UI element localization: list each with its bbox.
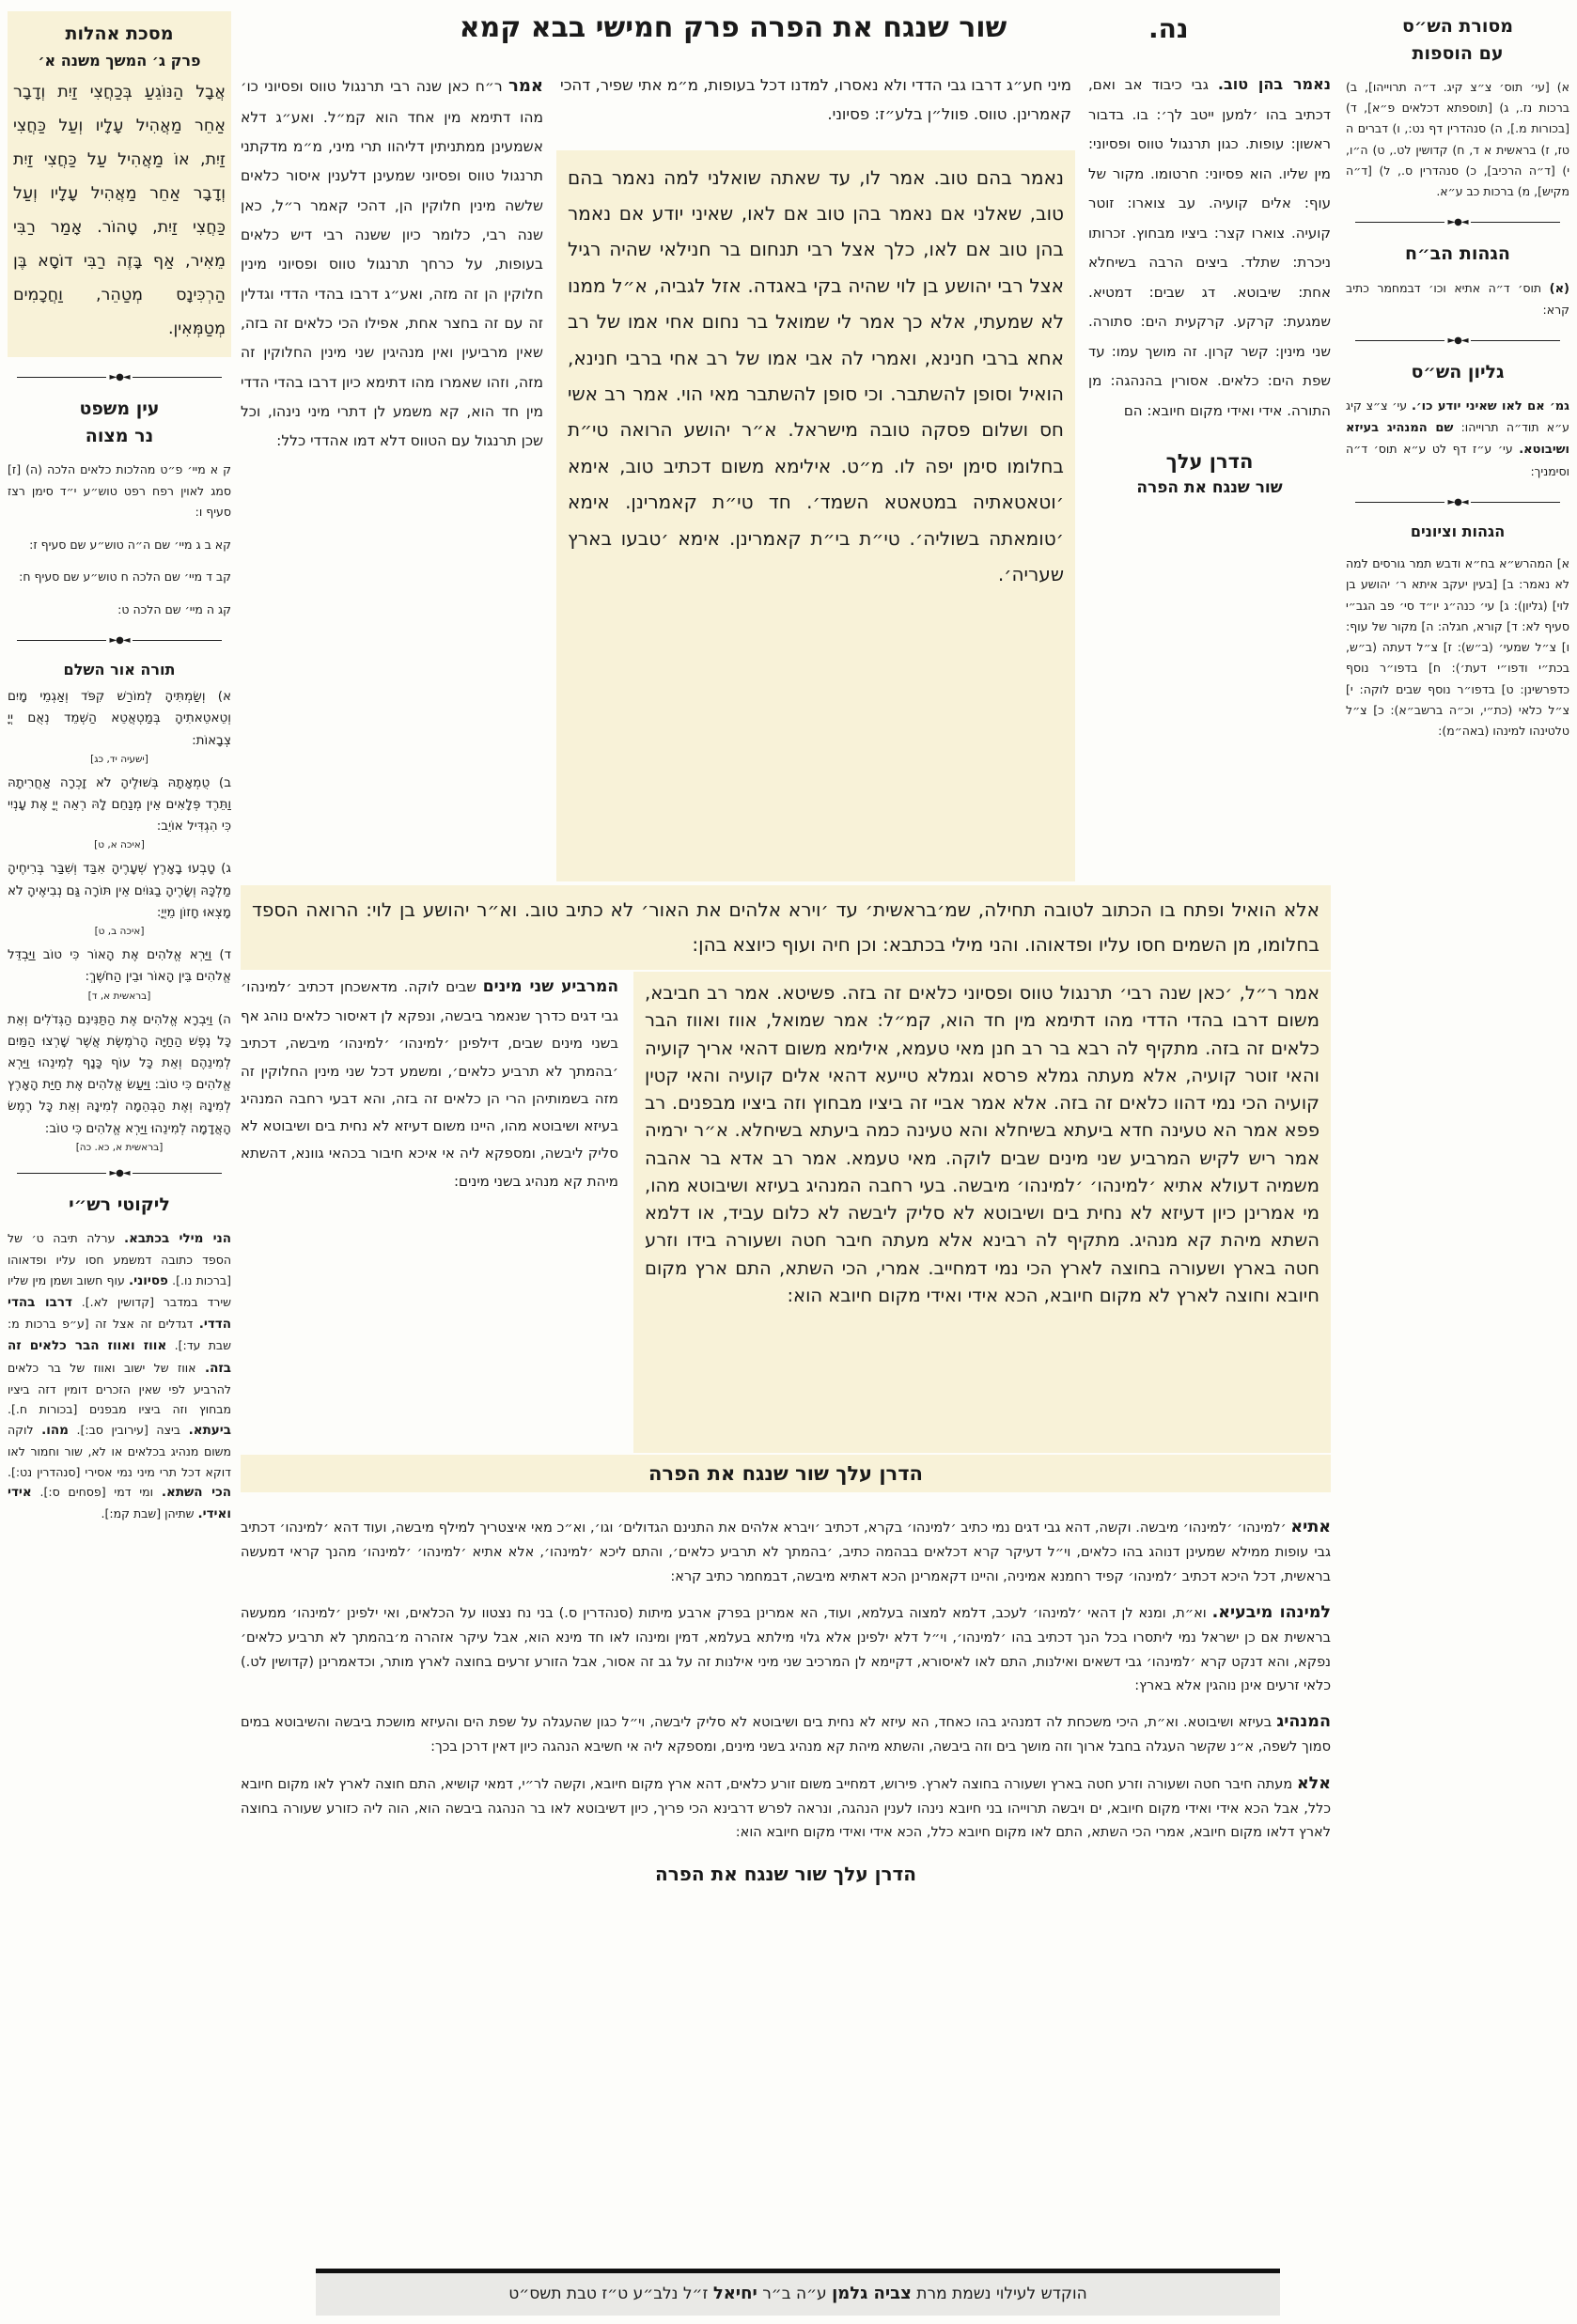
gloss-body: גבי כיבוד אב ואם, דכתיב בהו ׳למען ייטב לך׳: בו. בדבור ראשון: עופות. כגון תרנגול טווס ופסיוני: מין שליו. הוא פסיוני: חרטומו. מקור של עוף: אלים קועיה. עב צוארו: זוטר קועיה. צוארו קצר: ביציו מבחוץ. זכרותו ניכרת: שתלד. ביצים הרבה בשיחלא אחת: שיבוטא. דג שבים: דמטיא. שמגעת: קרקע. קרקעית הים: סתורה. שני מינין: קשר קרון. זה מושך עמו: עד שפת הים: כלאים. אסורין בהנהגה: מן התורה. אידי ואידי מקום חיובא: הם bbox=[1088, 76, 1331, 419]
tosafot-paragraph bbox=[241, 1708, 1331, 1760]
likutei-rashi-body: שתיהן [שבת קמ:]. bbox=[101, 1506, 195, 1521]
tosafot-body: בעיזא ושיבוטא. וא״ת, היכי משכחת לה דמנהיג בהו כאחד, הא עיזא לא נחית בים ושיבוטא לא סליק ליבשה, וי״ל כגון שהעגלה על שפת הים והעיזא מושכת ביבשה והשיבוטא במים סמוך לשפה, א״נ שקשר העגלה בחבל ארוך וזה מושך בים וזה ביבשה, והשתא מיהת קא מנהיג בשני מינים, ומספקא ליה אי חשיבא הנהגה כיון דאין דרכן בכך: bbox=[241, 1714, 1331, 1755]
gilyon-entry-body: עי׳ ע״ז דף לט ע״א תוס׳ ד״ה וסימניך: bbox=[1346, 442, 1569, 478]
flourish-ornament-icon: ◄●► bbox=[109, 372, 130, 383]
gilyon-entry-opener: גמ׳ אם לאו שאיני יודע כו׳. bbox=[1411, 399, 1569, 414]
commentary-opener: אמר bbox=[508, 75, 543, 96]
torah-or-entry: א) וְשַׂמְתִּיהָ לְמוֹרַשׁ קִפֹּד וְאַגְמֵי מָיִם וְטֵאטֵאתִיהָ בְּמַטְאֲטֵא הַשְׁמֵד נְאֻם יְיָ צְבָאוֹת: bbox=[8, 689, 231, 748]
tosafot-body: ׳למינהו׳ ׳למינהו׳ מיבשה. וקשה, דהא גבי דגים נמי כתיב ׳למינהו׳ בקרא, דכתיב ׳ויברא אלהים את התנינם הגדולים׳ וגו׳, וא״כ מאי איצטריך למילף מיבשה, ועוד דהא ׳למינהו׳ דכתיב גבי עופות ממילא שמעינן דנוהג בהו כלאים, וי״ל דעיקר קרא דכלאים בבהמה כתיב, ׳בהמתך לא תרביע כלאים׳, והתם ליכא ׳למינהו׳, אלא אתיא ׳למינהו׳ ׳למינהו׳ מהנך קראי דמעשה בראשית, דכל היכא דכתיב ׳למינהו׳ קפיד רחמנא אמיניה, והיינו דקאמרינן הכא דאתיא מיבשה, דבמחמר כתיב קרא: bbox=[241, 1521, 1331, 1584]
dedication-banner bbox=[316, 2269, 1280, 2316]
divider-flourish bbox=[17, 1168, 222, 1178]
likutei-rashi-body: ומי דמי [פסחים ס:]. bbox=[39, 1485, 154, 1500]
torah-or-source: [ישעיה יד, כג] bbox=[90, 753, 148, 765]
gemara-wide-text: אלא הואיל ופתח בו הכתוב לטובה תחילה, שמ׳בראשית׳ עד ׳וירא אלהים את האור׳ לא כתיב טוב. וא״ר יהושע בן לוי: הרואה הספד בחלומו, מן השמים חסו עליו ופדאוהו. והני מילי בכתבא: וכן חיה ועוף כיוצא בהן: bbox=[241, 885, 1331, 970]
torah-or-title: תורה אור השלם bbox=[63, 661, 176, 679]
ein-mishpat-entry: קג ה מיי׳ שם הלכה ט: bbox=[117, 602, 231, 617]
commentary-marbia-opener: המרביע שני מינים bbox=[482, 977, 618, 996]
flourish-ornament-icon: ◄●► bbox=[1447, 217, 1468, 228]
dedication-prefix: הוקדש לעילוי נשמת מרת bbox=[916, 2285, 1087, 2303]
likutei-rashi-opener: הני מילי בכתבא. bbox=[123, 1231, 231, 1247]
hadran-side-line1: הדרן עלך bbox=[1165, 450, 1254, 474]
hagahot-habach-text bbox=[1346, 278, 1569, 320]
likutei-rashi-opener: אידי ואידי. bbox=[8, 1485, 231, 1522]
lower-two-column-row bbox=[241, 972, 1331, 1453]
main-text-area bbox=[241, 55, 1331, 1885]
likutei-rashi-opener: אווז ואווז הבר כלאים זה בזה. bbox=[8, 1338, 231, 1376]
left-margin-column bbox=[8, 11, 231, 2304]
tosafot-body: וא״ת, ומנא לן דהאי ׳למינהו׳ לעכב, דלמא למצוה בעלמא, ועוד, הא אמרינן בפרק ארבע מיתות (סנהדרין ס.) בני נח נצטוו על הכלאים, ואי ילפינן ׳למינהו׳ ממעשה בראשית אם כן ישראל נמי ליתסרו בכל הנך דכתיב בהו ׳למינהו׳, וי״ל דלא ילפינן אלא גלוי מילתא בעלמא, דמין ומינהו לאו חד מינא הוא, אבל עיקר אזהרה מ׳בהמתך לא תרביע כלאים׳ נפקא, והא דנקט קרא ׳למינהו׳ גבי דשאים ואילנות, התם לאו לאיסורא, דקיימא לן המרכיב שני מיני אילנות זה על גב זה אסור, אבל הזורע זרעים בחוצה לארץ מותר, וכדאמרינן (קדושין לט.) כלאי זרעים אינן נוהגין אלא בארץ: bbox=[241, 1605, 1331, 1693]
likutei-rashi-body: ערלה תיבה ט׳ של הספד כתובה דמשמע חסו עליו ופדאוהו [ברכות נו.]. bbox=[8, 1231, 231, 1287]
gemara-continued-text: אמר ר״ל, ׳כאן שנה רבי׳ תרנגול טווס ופסיוני כלאים זה בזה. פשיטא. אמר רב חביבא, משום דרבו בהדי הדדי מהו דתימא מין חד הוא, קמ״ל: אמר שמואל, אווז ואווז הבר כלאים זה בזה. מתקיף לה רבא בר רב חנן מאי טעמא, אילימא משום דהאי אריך קועיה והאי זוטר קועיה, אלא מעתה גמלא פרסא וגמלא טייעא דהאי אלים קועיה והאי קטין קועיה הכי נמי דהוו כלאים זה בזה. אלא אמר אביי זה ביציו מבחוץ וזה ביציו מבפנים. רב פפא אמר הא טעינה חדא ביעתא בשיחלא והא טעינה כמה ביעתא בשיחלא. א״ר ירמיה אמר ריש לקיש המרביע שני מינים שבים לוקה. מאי טעמא. אמר רב אדא בר אהבה משמיה דעולא אתיא ׳למינהו׳ ׳למינהו׳ מיבשה. בעי רחבה המנהיג בעיזא ושיבוטא מהו, מי אמרינן כיון דעיזא לא נחית בים ושיבוטא לא סליק ליבשה לא כלום עביד, או דלמא השתא מיהת קא מנהיג. מתקיף לה רבינא אלא מעתה חיבר חטה ושעורה בידו וזרע חטה בארץ ושעורה בחוצה לארץ הכי נמי דמחייב. אמרי, הכי השתא, התם ארץ מקום חיובא וחוצה לארץ לא מקום חיובא, הכא אידי ואידי מקום חיובא הוא: bbox=[633, 972, 1331, 1453]
flourish-ornament-icon: ◄●► bbox=[1447, 496, 1468, 507]
torah-or-section bbox=[8, 661, 231, 1153]
hagahot-habach-title: הגהות הב״ח bbox=[1405, 243, 1510, 265]
commentary-column bbox=[241, 55, 556, 881]
gilyon-entry-opener: שם המנהיג בעיזא ושיבוטא. bbox=[1346, 421, 1569, 458]
divider-flourish bbox=[1355, 335, 1560, 346]
gilyon-hashas-section bbox=[1346, 361, 1569, 482]
hadran-bottom-marker: הדרן עלך שור שנגח את הפרה bbox=[654, 1862, 917, 1885]
tosafot-paragraph bbox=[241, 1513, 1331, 1589]
ein-mishpat-section bbox=[8, 398, 231, 620]
likutei-rashi-opener: הכי השתא. bbox=[161, 1485, 231, 1501]
dedication-suffix: ז״ל נלב״ע ט״ז טבת תשס״ט bbox=[508, 2285, 709, 2303]
hadran-side-marker bbox=[1088, 450, 1331, 497]
mesorat-hashas-title-2: עם הוספות bbox=[1412, 42, 1504, 64]
flourish-ornament-icon: ◄●► bbox=[109, 1167, 130, 1178]
commentary-body: ר״ח כאן שנה רבי תרנגול טווס ופסיוני כו׳ מהו דתימא מין אחד הוא קמ״ל. ואע״ג דלא אשמעינן ממתניתין דליהוו תרי מיני, מ״מ מדקתני תרנגול טווס ופסיוני שמעינן דלענין איסור כלאים שלשה מינין חלוקין הן, דהכי קאמר ר״ל, כאן שנה רבי, כלומר כיון ששנה רבי דיש כלאים בעופות, על כרחך תרנגול טווס ופסיוני מינין חלוקין הן זה מזה, ואע״ג דרבו בהדי הדדי וגדלין זה עם זה בחצר אחת, אפילו הכי כלאים זה בזה, שאין מרביעין ואין מנהיגין שני מינין החלוקין זה מזה, וזהו שאמרו מהו דתימא כיון דרבו בהדי הדדי מין חד הוא, קא משמע לן דתרי מיני נינהו, וכל שכן תרנגול עם הטווס דלא דמו אהדדי כלל: bbox=[241, 77, 543, 450]
torah-or-source: [בראשית א, ד] bbox=[87, 990, 151, 1002]
ein-mishpat-entry: קא ב ג מיי׳ שם ה״ה טוש״ע שם סעיף ז: bbox=[29, 537, 231, 552]
commentary-text bbox=[241, 70, 543, 457]
commentary-marbia-body: שבים לוקה. מדאשכחן דכתיב ׳למינהו׳ גבי דגים כדרך שנאמר ביבשה, ונפקא לן דאיסור כלאים נוהג אף בשני מינים שבים, דילפינן ׳למינהו׳ ׳למינהו׳ מיבשה, דכתיב ׳בהמתך לא תרביע כלאים׳, ומשמע דכל שני מינין החלוקין זה מזה בשמותיהן הרי הן כלאים זה בזה, והא דבעי רחבה המנהיג בעיזא ושיבוטא מהו, היינו משום דעיזא לא נחית בים ושיבוטא לא סליק ליבשה, ומספקא ליה אי איכא חיבור בכהאי גוונא, דהשתא מיהת קא מנהיג בשני מינים: bbox=[241, 978, 618, 1190]
gilyon-hashas-title: גליון הש״ס bbox=[1411, 361, 1505, 382]
ein-mishpat-entry: קב ד מיי׳ שם הלכה ח טוש״ע שם סעיף ח: bbox=[19, 569, 231, 585]
gemara-text: נאמר בהם טוב. אמר לו, עד שאתה שואלני למה נאמר בהם טוב, שאלני אם נאמר בהן טוב אם לאו, שאיני יודע אם נאמר בהן טוב אם לאו, כלך אצל רבי תנחום בר חנילאי שהיה רגיל אצל רבי יהושע בן לוי שהיה בקי באגדה. אזל לגביה, א״ל ממנו לא שמעתי, אלא כך אמר לי שמואל בר נחום אחי אמו של רב אחא ברבי חנינא, ואמרי לה אבי אמו של רב אחי ברבי חנינא, הואיל וסופן להשתבר. וכי סופן להשתבר מאי הוי. אמר רב אשי חס ושלום פסקה טובה מישראל. א״ר יהושע הרואה טי״ת בחלומו סימן יפה לו. מ״ט. אילימא משום דכתיב טוב, אימא ׳וטאטאתיה במטאטא השמד׳. חד טי״ת קאמרינן. אימא ׳טומאתה בשוליה׳. טי״ת בי״ת קאמרינן. אימא ׳טבעו בארץ שעריה׳. bbox=[556, 150, 1075, 881]
tosafot-opener: למינהו מיבעיא. bbox=[1211, 1602, 1332, 1622]
gloss-column bbox=[1075, 55, 1331, 881]
likutei-rashi-body: אווז של ישוב ואווז של בר כלאים להרביע לפי שאין הזכרים דומין דזה ביציו מבחוץ וזה ביציו מבפנים [בכורות ח.]. bbox=[8, 1360, 231, 1417]
dedication-name-2: יחיאל bbox=[712, 2284, 757, 2303]
torah-or-entry: ג) טָבְעוּ בָאָרֶץ שְׁעָרֶיהָ אִבַּד וְשִׁבַּר בְּרִיחֶיהָ מַלְכָּהּ וְשָׂרֶיהָ בַגּוֹיִם אֵין תּוֹרָה גַּם נְבִיאֶיהָ לֹא מָצְאוּ חָזוֹן מֵיְיָ: bbox=[8, 861, 231, 920]
divider-flourish bbox=[1355, 497, 1560, 507]
ein-mishpat-title-2: נר מצוה bbox=[85, 426, 154, 447]
likutei-rashi-opener: דרבו בהדי הדדי. bbox=[8, 1295, 231, 1333]
likutei-rashi-title: ליקוטי רש״י bbox=[69, 1193, 170, 1215]
tosafot-body: מעתה חיבר חטה ושעורה וזרע חטה בארץ ושעורה בחוצה לארץ. פירוש, דמחייב משום זורע כלאים, דהא ארץ מקום חיובא, וקשה לר״י, דמאי קושיא, התם חוצה לארץ לאו מקום חיובא כלל, אבל הכא אידי ואידי מקום חיובא, ים ויבשה תרוייהו בני חיובא נינהו לענין הנהגה, ונראה לפרש דרבינא הכי פריך, כיון דשיבוטא לאו בר הנהגה ביבשה הוא, הוה ליה כזורע שעורה בחוצה לארץ דלאו מקום חיובא, אמרי הכי השתא, התם לאו מקום חיובא כלל, הכא אידי ואידי מקום חיובא הוא: bbox=[241, 1776, 1331, 1841]
likutei-rashi-text bbox=[8, 1228, 231, 1525]
gemara-column bbox=[556, 55, 1075, 881]
divider-flourish bbox=[17, 372, 222, 382]
right-margin-column bbox=[1346, 11, 1569, 2304]
torah-or-entry: ה) וַיִּבְרָא אֱלֹהִים אֶת הַתַּנִּינִם הַגְּדֹלִים וְאֵת כָּל נֶפֶשׁ הַחַיָּה הָרֹמֶשֶׂת אֲשֶׁר שָׁרְצוּ הַמַּיִם לְמִינֵהֶם וְאֵת כָּל עוֹף כָּנָף לְמִינֵהוּ וַיַּרְא אֱלֹהִים כִּי טוֹב: וַיַּעַשׂ אֱלֹהִים אֶת חַיַּת הָאָרֶץ לְמִינָהּ וְאֶת הַבְּהֵמָה לְמִינָהּ וְאֵת כָּל רֶמֶשׂ הָאֲדָמָה לְמִינֵהוּ וַיַּרְא אֱלֹהִים כִּי טוֹב: bbox=[8, 1011, 231, 1136]
flourish-ornament-icon: ◄●► bbox=[1447, 335, 1468, 346]
daf-number: נה. bbox=[1148, 13, 1189, 44]
flourish-ornament-icon: ◄●► bbox=[109, 635, 130, 647]
hadran-side-line2: שור שנגח את הפרה bbox=[1136, 478, 1283, 498]
torah-or-source: [איכה א, ט] bbox=[94, 839, 145, 851]
hagahot-tziyunim-text: א] המהרש״א בח״א ודבש תמר גורסים למה לא נאמר: ב] [בעין יעקב איתא ר׳ יהושע בן לוי] (גליון): ג] עי׳ כנה״ג יו״ד סי׳ פב הגב״י סעיף לא: ד] קורא, חגלה: ה] מקור של עוף: ו] צ״ל שמעי׳ (ב״ש): ז] צ״ל דעתה (ב״ש, בכת״י ודפו״י דעת׳): ח] בדפו״ר נוסף כדפרשינן: ט] בדפו״ר נוסף שבים לוקה: י] צ״ל כלאי (כת״י, וכ״ה ברשב״א): כ] צ״ל טלטינהו למינהו (באה״מ): bbox=[1346, 556, 1569, 739]
tosafot-paragraph bbox=[241, 1599, 1331, 1698]
divider-flourish bbox=[1355, 217, 1560, 227]
likutei-rashi-opener: ביעתא. bbox=[188, 1422, 231, 1438]
mesorat-hashas-title-1: מסורת הש״ס bbox=[1401, 16, 1514, 37]
likutei-rashi-opener: פסיוני. bbox=[129, 1272, 168, 1288]
gilyon-hashas-text bbox=[1346, 396, 1569, 482]
likutei-rashi-body: לוקה משום מנהיג בכלאים או לא, שור וחמור לאו דוקא דכל תרי מיני נמי אסירי [סנהדרין נט:]. bbox=[8, 1422, 231, 1479]
commentary-marbia bbox=[241, 972, 633, 1453]
hagahot-habach-body: תוס׳ ד״ה אתיא וכו׳ דבמחמר כתיב קרא: bbox=[1346, 280, 1569, 317]
torah-or-source: [איכה ב, ט] bbox=[94, 926, 145, 938]
tosafot-opener: אלא bbox=[1296, 1773, 1332, 1793]
mesorat-hashas-text: א) [עי׳ תוס׳ צ״צ קיג. ד״ה תרוייהו], ב) ברכות נז., ג) [תוספתא דכלאים פ״א], ד) [בכורות מ.], ה) סנהדרין דף נט:, ו) דברים ה טז, ז) בראשית א ד, ח) קדושין לט., ט) ה״ו, י) [ד״ה הרכיב], כ) סנהדרין ס., ל) [ד״ה מקיש], מ) ברכות כב ע״א. bbox=[1346, 79, 1569, 199]
tosafot-section bbox=[241, 1513, 1331, 1846]
ein-mishpat-entry: ק א מיי׳ פ״ט מהלכות כלאים הלכה (ה) [ז] סמג לאוין רפח רפט טוש״ע י״ד סימן רצז סעיף ו: bbox=[8, 462, 231, 519]
gloss-opener: נאמר בהן טוב. bbox=[1217, 75, 1331, 93]
mishnah-box-subtitle: פרק ג׳ המשך משנה א׳ bbox=[38, 51, 201, 70]
ein-mishpat-title-1: עין משפט bbox=[79, 398, 160, 420]
hagahot-tziyunim-section bbox=[1346, 523, 1569, 742]
mishnah-ohalot-box bbox=[8, 11, 231, 357]
dedication-mid: ע״ה ב״ר bbox=[762, 2285, 827, 2303]
likutei-rashi-body: ביצה [עירובין סב:]. bbox=[76, 1422, 181, 1437]
torah-or-entry: ב) טֻמְאָתָהּ בְּשׁוּלֶיהָ לֹא זָכְרָה אַחֲרִיתָהּ וַתֵּרֶד פְּלָאִים אֵין מְנַחֵם לָהּ רְאֵה יְיָ אֶת עָנְיִי כִּי הִגְדִּיל אוֹיֵב: bbox=[8, 774, 231, 834]
divider-flourish bbox=[17, 635, 222, 646]
gloss-text bbox=[1088, 69, 1331, 426]
hagahot-tziyunim-title: הגהות וציונים bbox=[1410, 522, 1506, 540]
dedication-name-1: צביה גלמן bbox=[832, 2284, 912, 2303]
likutei-rashi-body: דגדלים זה אצל זה [ע״פ ברכות מ: שבת עד:]. bbox=[8, 1317, 231, 1353]
hagahot-habach-section bbox=[1346, 242, 1569, 320]
likutei-rashi-section bbox=[8, 1193, 231, 1526]
mesorat-hashas-section bbox=[1346, 15, 1569, 202]
mishnah-box-title: מסכת אהלות bbox=[65, 23, 174, 44]
gilyon-entry-body: עי׳ צ״צ קיג ע״א תוד״ה תרוייהו: bbox=[1346, 398, 1569, 435]
tosafot-opener: המנהיג bbox=[1276, 1711, 1331, 1731]
torah-or-source: [בראשית א, כא. כה] bbox=[75, 1141, 164, 1153]
tosafot-opener: אתיא bbox=[1290, 1518, 1332, 1536]
torah-or-entry: ד) וַיַּרְא אֱלֹהִים אֶת הָאוֹר כִּי טוֹב וַיַּבְדֵּל אֱלֹהִים בֵּין הָאוֹר וּבֵין הַחֹשֶׁךְ: bbox=[8, 947, 231, 985]
chapter-title: שור שנגח את הפרה פרק חמישי בבא קמא bbox=[459, 11, 1007, 44]
top-three-column-row bbox=[241, 55, 1331, 881]
gemara-intro-text: מיני חע״ג דרבו גבי הדדי ולא נאסרו, למדנו דכל בעופות, מ״מ אתי שפיר, דהכי קאמרינן. טווס. פוול״ן בלע״ז: פסיוני. bbox=[560, 75, 1071, 123]
likutei-rashi-body: עוף חשוב ושמן מין שליו שירד במדבר [קדושין לא.]. bbox=[8, 1272, 231, 1309]
tosafot-paragraph bbox=[241, 1770, 1331, 1846]
hadran-gemara-marker: הדרן עלך שור שנגח את הפרה bbox=[241, 1455, 1331, 1492]
hagahot-habach-opener: (א) bbox=[1549, 281, 1569, 296]
likutei-rashi-opener: מהו. bbox=[41, 1422, 69, 1438]
mishnah-box-text: אֲבָל הַנּוֹגֵעַ בְּכַחֲצִי זַיִת וְדָבָר אַחֵר מַאֲהִיל עָלָיו וְעַל כַּחֲצִי זַיִת, אוֹ מַאֲהִיל עַל כַּחֲצִי זַיִת וְדָבָר אַחֵר מַאֲהִיל עָלָיו וְעַל כַּחֲצִי זַיִת, טָהוֹר. אָמַר רַבִּי מֵאִיר, אַף בָּזֶה רַבִּי דוֹסָא בֶּן הַרְכִּינָס מְטַהֵר, וַחֲכָמִים מְטַמְּאִין. bbox=[13, 83, 226, 338]
